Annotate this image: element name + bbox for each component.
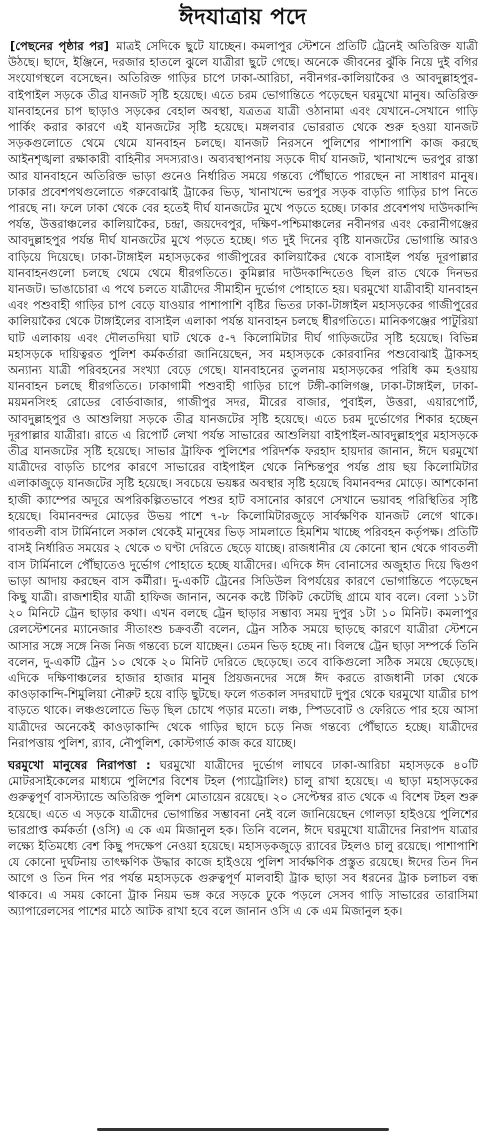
security-subheading: ঘরমুখো মানুষের নিরাপত্তা : <box>8 757 151 772</box>
article-headline: ঈদযাত্রায় পদে <box>179 4 307 30</box>
article-paragraph-2 <box>8 757 478 919</box>
paragraph-2-text: ঘরমুখো যাত্রীদের দুর্ভোগ লাঘবে ঢাকা-আরিচা মহাসড়কে ৪০টি মোটরসাইকেলের মাধ্যমে পুলিশের বিশেষ টহল (প্যাট্রোলিং) চালু রাখা হয়েছে। এ ছাড়া মহাসড়কের গুরুত্বপূর্ণ বাসস্ট্যান্ডে অতিরিক্ত পুলিশ মোতায়েন রয়েছে। ২০ সেপ্টেম্বর রাত থেকে এ বিশেষ টহল শুরু হয়েছে। এতে এ সড়কে যাত্রীদের ভোগান্তির সম্ভাবনা নেই বলে জানিয়েছেন গোলড়া হাইওয়ে পুলিশের ভারপ্রাপ্ত কর্মকর্তা (ওসি) এ কে এম মিজানুল হক। তিনি বলেন, ঈদে ঘরমুখো যাত্রীদের নিরাপদ যাত্রার লক্ষ্যে ইতিমধ্যে বেশ কিছু পদক্ষেপ নেওয়া হয়েছে। মহাসড়কজুড়ে র‌্যাবের টহলও চালু রয়েছে। পাশাপাশি যে কোনো দুর্ঘটনায় তাৎক্ষণিক উদ্ধার কাজে হাইওয়ে পুলিশ সার্বক্ষণিক প্রস্তুত রয়েছে। ঈদের তিন দিন আগে ও তিন দিন পর পর্যন্ত মহাসড়কে গুরুত্বপূর্ণ মালবাহী ট্রাক ছাড়া সব ধরনের ট্রাক চলাচল বন্ধ থাকবে। এ সময় কোনো ট্রাক নিয়ম ভঙ্গ করে সড়কে ঢুকে পড়লে সেসব গাড়ি সাভারের তারাসিমা অ্যাপারেলসের পাশের মাঠে আটক রাখা হবে বলে জানান ওসি এ কে এম মিজানুল হক। <box>8 757 478 918</box>
article-paragraph-1 <box>8 38 478 751</box>
paragraph-1-text: মাত্রই সেদিকে ছুটে যাচ্ছেন। কমলাপুর স্টেশনে প্রতিটি ট্রেনেই অতিরিক্ত যাত্রী উঠছে। ছাদে, ইঞ্জিনে, দরজার হাতলে ঝুলে যাত্রীরা ছুটে গেছে। অনেকে জীবনের ঝুঁকি নিয়ে দুই বগির সংযোগস্থলে বসেছেন। অতিরিক্ত গাড়ির চাপে ঢাকা-আরিচা, নবীনগর-কালিয়াকৈর ও আবদুল্লাহপুর-বাইপাইল সড়কে তীব্র যানজট সৃষ্টি হয়েছে। এতে চরম ভোগান্তিতে পড়েছেন ঘরমুখো মানুষ। অতিরিক্ত যানবাহনের চাপ ছাড়াও সড়কের বেহাল অবস্থা, যত্রতত্র যাত্রী ওঠানামা এবং যেখানে-সেখানে গাড়ি পার্কিং করার কারণে এই যানজটের সৃষ্টি হয়েছে। মঙ্গলবার ভোররাত থেকে শুরু হওয়া যানজট সড়কগুলোতে থেমে থেমে যানবাহন চলছে। যানজট নিরসনে পুলিশের পাশাপাশি কাজ করছে আইনশৃঙ্খলা রক্ষাকারী বাহিনীর সদস্যরাও। অব্যবস্থাপনায় সড়কে দীর্ঘ যানজট, খানাখন্দে ভরপুর রাস্তা আর যানবাহনে অতিরিক্ত ভাড়া গুনেও নির্ধারিত সময়ে গন্তব্যে পৌঁছাতে পারছেন না সাধারণ মানুষ। ঢাকার প্রবেশপথগুলোতে গরুবোঝাই ট্রাকের ভিড়, খানাখন্দে ভরপুর সড়ক বাড়তি গাড়ির চাপ নিতে পারছে না। ফলে ঢাকা থেকে বের হতেই দীর্ঘ যানজটের মুখে পড়তে হচ্ছে। ঢাকার প্রবেশপথ দাউদকান্দি পর্যন্ত, উত্তরাঞ্চলের কালিয়াকৈর, চন্দ্রা, জয়দেবপুর, দক্ষিণ-পশ্চিমাঞ্চলের নবীনগর এবং কেরানীগঞ্জের আবদুল্লাহপুর পর্যন্ত দীর্ঘ যানজটের মুখে পড়তে হচ্ছে। গত দুই দিনের বৃষ্টি যানজটের ভোগান্তি আরও বাড়িয়ে দিয়েছে। ঢাকা-টাঙ্গাইল মহাসড়কের গাজীপুরের কালিয়াকৈর থেকে বাসাইল পর্যন্ত দূরপাল্লার যানবাহনগুলো চলছে থেমে থেমে ধীরগতিতে। কুমিল্লার দাউদকান্দিতেও ছিল রাত থেকে দিনভর যানজট। ভাঙাচোরা এ পথে চলতে যাত্রীদের সীমাহীন দুর্ভোগ পোহাতে হয়। ঘরমুখো যাত্রীবাহী যানবাহন এবং পশুবাহী গাড়ির চাপ বেড়ে যাওয়ার পাশাপাশি বৃষ্টির ভিতর ঢাকা-টাঙ্গাইল মহাসড়কের গাজীপুরের কালিয়াকৈর থেকে টাঙ্গাইলের বাসাইল এলাকা পর্যন্ত যানবাহন চলছে ধীরগতিতে। মানিকগঞ্জের পাটুরিয়া ঘাট এলাকায় এবং দৌলতদিয়া ঘাট থেকে ৫-৭ কিলোমিটার দীর্ঘ গাড়িজটের সৃষ্টি হয়েছে। বিভিন্ন মহাসড়কে দায়িত্বরত পুলিশ কর্মকর্তারা জানিয়েছেন, সব মহাসড়কে কোরবানির পশুবোঝাই ট্রাকসহ অন্যান্য যাত্রী পরিবহনের সংখ্যা বেড়ে গেছে। যানবাহনের তুলনায় মহাসড়কের পরিধি কম হওয়ায় যানবাহন চলছে ধীরগতিতে। ঢাকাগামী পশুবাহী গাড়ির চাপে টঙ্গী-কালিগঞ্জ, ঢাকা-টাঙ্গাইল, ঢাকা-ময়মনসিংহ রোডের বোর্ডবাজার, গাজীপুর সদর, মীরের বাজার, পুবাইল, উত্তরা, এয়ারপোর্ট, আবদুল্লাহপুর ও আশুলিয়া সড়কে তীব্র যানজটের সৃষ্টি হয়েছে। এতে চরম দুর্ভোগের শিকার হচ্ছেন দূরপাল্লার যাত্রীরা। রাতে এ রিপোর্ট লেখা পর্যন্ত সাভারের আশুলিয়া বাইপাইল-আবদুল্লাহপুর মহাসড়কে তীব্র যানজটের সৃষ্টি হয়েছে। সাভার ট্রাফিক পুলিশের পরিদর্শক ফরহাদ হায়দার জানান, ঈদে ঘরমুখো যাত্রীদের বাড়তি চাপের কারণে সাভারের বাইপাইল থেকে নিশ্চিন্তপুর পর্যন্ত প্রায় ছয় কিলোমিটার এলাকাজুড়ে যানজটের সৃষ্টি হয়েছে। সবচেয়ে ভয়ঙ্কর অবস্থার সৃষ্টি হয়েছে বিমানবন্দর মোড়ে। আশকোনা হাজী ক্যাম্পের অদূরে অপরিকল্পিতভাবে পশুর হাট বসানোর কারণে সেখানে ভয়াবহ পরিস্থিতির সৃষ্টি হয়েছে। বিমানবন্দর মোড়ের উভয় পাশে ৭-৮ কিলোমিটারজুড়ে সার্বক্ষণিক যানজট লেগে থাকে। গাবতলী বাস টার্মিনালে সকাল থেকেই মানুষের ভিড় সামলাতে হিমশিম খাচ্ছে পরিবহন কর্তৃপক্ষ। প্রতিটি বাসই নির্ধারিত সময়ের ২ থেকে ৩ ঘণ্টা দেরিতে ছেড়ে যাচ্ছে। রাজধানীর যে কোনো স্থান থেকে গাবতলী বাস টার্মিনালে পৌঁছাতেও দুর্ভোগ পোহাতে হচ্ছে যাত্রীদের। এদিকে ঈদ বোনাসের অজুহাত দিয়ে দ্বিগুণ ভাড়া আদায় করছেন বাস কর্মীরা। দু-একটি ট্রেনের সিডিউল বিপর্যয়ের কারণে ভোগান্তিতে পড়েছেন কিছু যাত্রী। রাজশাহীর যাত্রী হাফিজ জানান, অনেক কষ্টে টিকিট কেটেছি গ্রামে যাব বলে। বেলা ১১টা ২০ মিনিটে ট্রেন ছাড়ার কথা। এখন বলছে ট্রেন ছাড়ার সম্ভাব্য সময় দুপুর ১টা ১০ মিনিট। কমলাপুর রেলস্টেশনের ম্যানেজার সীতাংশু চক্রবর্তী বলেন, ট্রেন সঠিক সময়ে ছাড়ছে কারণে যাত্রীরা স্টেশনে আসার সঙ্গে সঙ্গে নিজ নিজ গন্তব্যে চলে যাচ্ছেন। তেমন ভিড় হচ্ছে না। বিলম্বে ট্রেন ছাড়া সম্পর্কে তিনি বলেন, দু-একটি ট্রেন ১০ থেকে ২০ মিনিট দেরিতে ছেড়েছে। তবে বাকিগুলো সঠিক সময়ে ছেড়েছে। এদিকে দক্ষিণাঞ্চলের হাজার হাজার মানুষ প্রিয়জনদের সঙ্গে ঈদ করতে রাজধানী ঢাকা থেকে কাওড়াকান্দি-শিমুলিয়া নৌরুট হয়ে বাড়ি ছুটছে। ফলে গতকাল সদরঘাটে দুপুর থেকে ঘরমুখো যাত্রীর চাপ বাড়তে থাকে। লঞ্চগুলোতে ভিড় ছিল চোখে পড়ার মতো। লঞ্চ, স্পিডবোট ও ফেরিতে পার হয়ে আসা যাত্রীদের অনেকেই কাওড়াকান্দি থেকে গাড়ির ছাদে চড়ে নিজ গন্তব্যে পৌঁছাতে হচ্ছে। যাত্রীদের নিরাপত্তায় পুলিশ, র‌্যাব, নৌপুলিশ, কোস্টগার্ড কাজ করে যাচ্ছে। <box>8 39 479 750</box>
continued-from-back-page-label: [পেছনের পৃষ্ঠার পর] <box>10 39 109 53</box>
newspaper-clipping <box>0 2 486 1136</box>
article-body <box>8 38 478 919</box>
bottom-rule <box>0 1128 486 1134</box>
